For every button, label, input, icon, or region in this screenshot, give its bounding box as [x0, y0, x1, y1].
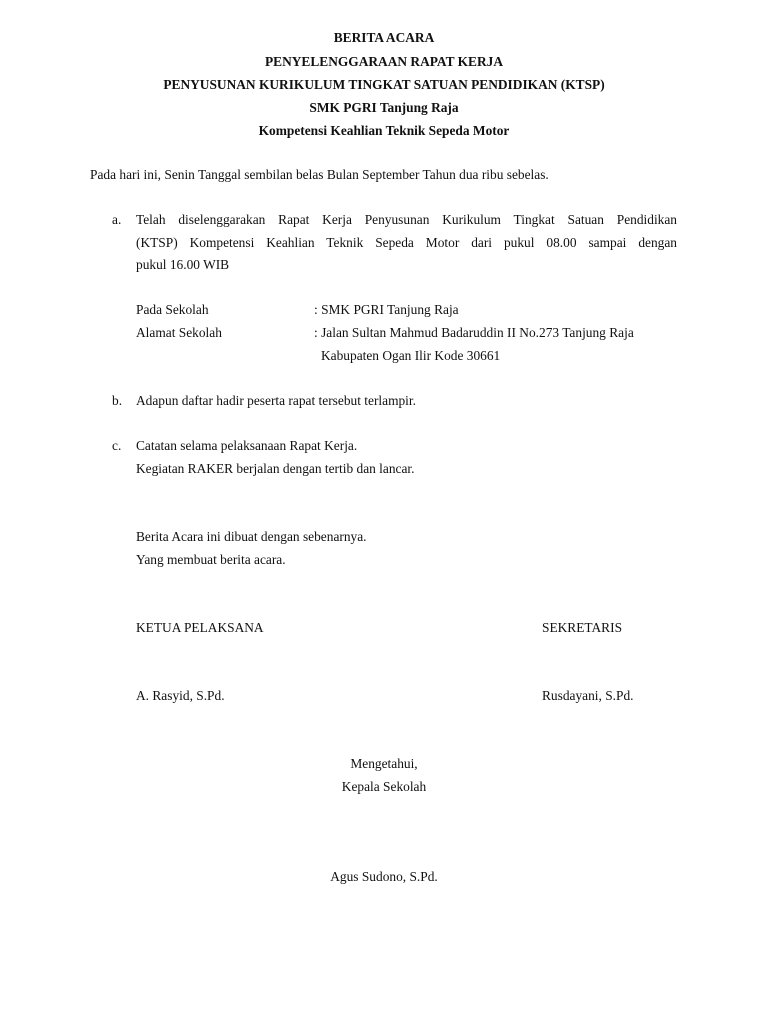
item-a-line-2: (KTSP) Kompetensi Keahlian Teknik Sepeda Motor dari pukul 08.00 sampai dengan [136, 235, 677, 250]
header-school: SMK PGRI Tanjung Raja [309, 100, 459, 115]
school-value: : SMK PGRI Tanjung Raja [314, 302, 459, 317]
item-b-text: Adapun daftar hadir peserta rapat tersebut terlampir. [136, 393, 416, 408]
principal-name: Agus Sudono, S.Pd. [330, 869, 438, 884]
item-marker: a. [112, 212, 122, 227]
address-label: Alamat Sekolah [136, 325, 222, 340]
header-program: PENYUSUNAN KURIKULUM TINGKAT SATUAN PENDIDIKAN (KTSP) [163, 77, 605, 92]
item-a-line-3: pukul 16.00 WIB [136, 257, 230, 272]
secretary-name: Rusdayani, S.Pd. [542, 688, 634, 703]
acknowledged-label: Mengetahui, [350, 756, 418, 771]
chairman-title: KETUA PELAKSANA [136, 620, 264, 635]
principal-title: Kepala Sekolah [341, 779, 427, 794]
closing-line-2: Yang membuat berita acara. [136, 552, 286, 567]
header-subtitle: PENYELENGGARAAN RAPAT KERJA [264, 54, 504, 69]
header-competency: Kompetensi Keahlian Teknik Sepeda Motor [258, 123, 510, 138]
item-c-line-2: Kegiatan RAKER berjalan dengan tertib dan lancar. [136, 461, 415, 476]
item-marker: c. [112, 438, 122, 453]
item-marker: b. [112, 393, 123, 408]
secretary-title: SEKRETARIS [542, 620, 623, 635]
item-a-line-1: Telah diselenggarakan Rapat Kerja Penyusunan Kurikulum Tingkat Satuan Pendidikan [136, 212, 677, 227]
address-value-line-1: : Jalan Sultan Mahmud Badaruddin II No.273 Tanjung Raja [314, 325, 634, 340]
item-c-line-1: Catatan selama pelaksanaan Rapat Kerja. [136, 438, 358, 453]
chairman-name: A. Rasyid, S.Pd. [136, 688, 225, 703]
school-label: Pada Sekolah [136, 302, 209, 317]
address-value-line-2: Kabupaten Ogan Ilir Kode 30661 [321, 348, 501, 363]
header-title: BERITA ACARA [333, 30, 435, 45]
closing-line-1: Berita Acara ini dibuat dengan sebenarnya. [136, 529, 367, 544]
intro-paragraph: Pada hari ini, Senin Tanggal sembilan belas Bulan September Tahun dua ribu sebelas. [90, 167, 549, 182]
